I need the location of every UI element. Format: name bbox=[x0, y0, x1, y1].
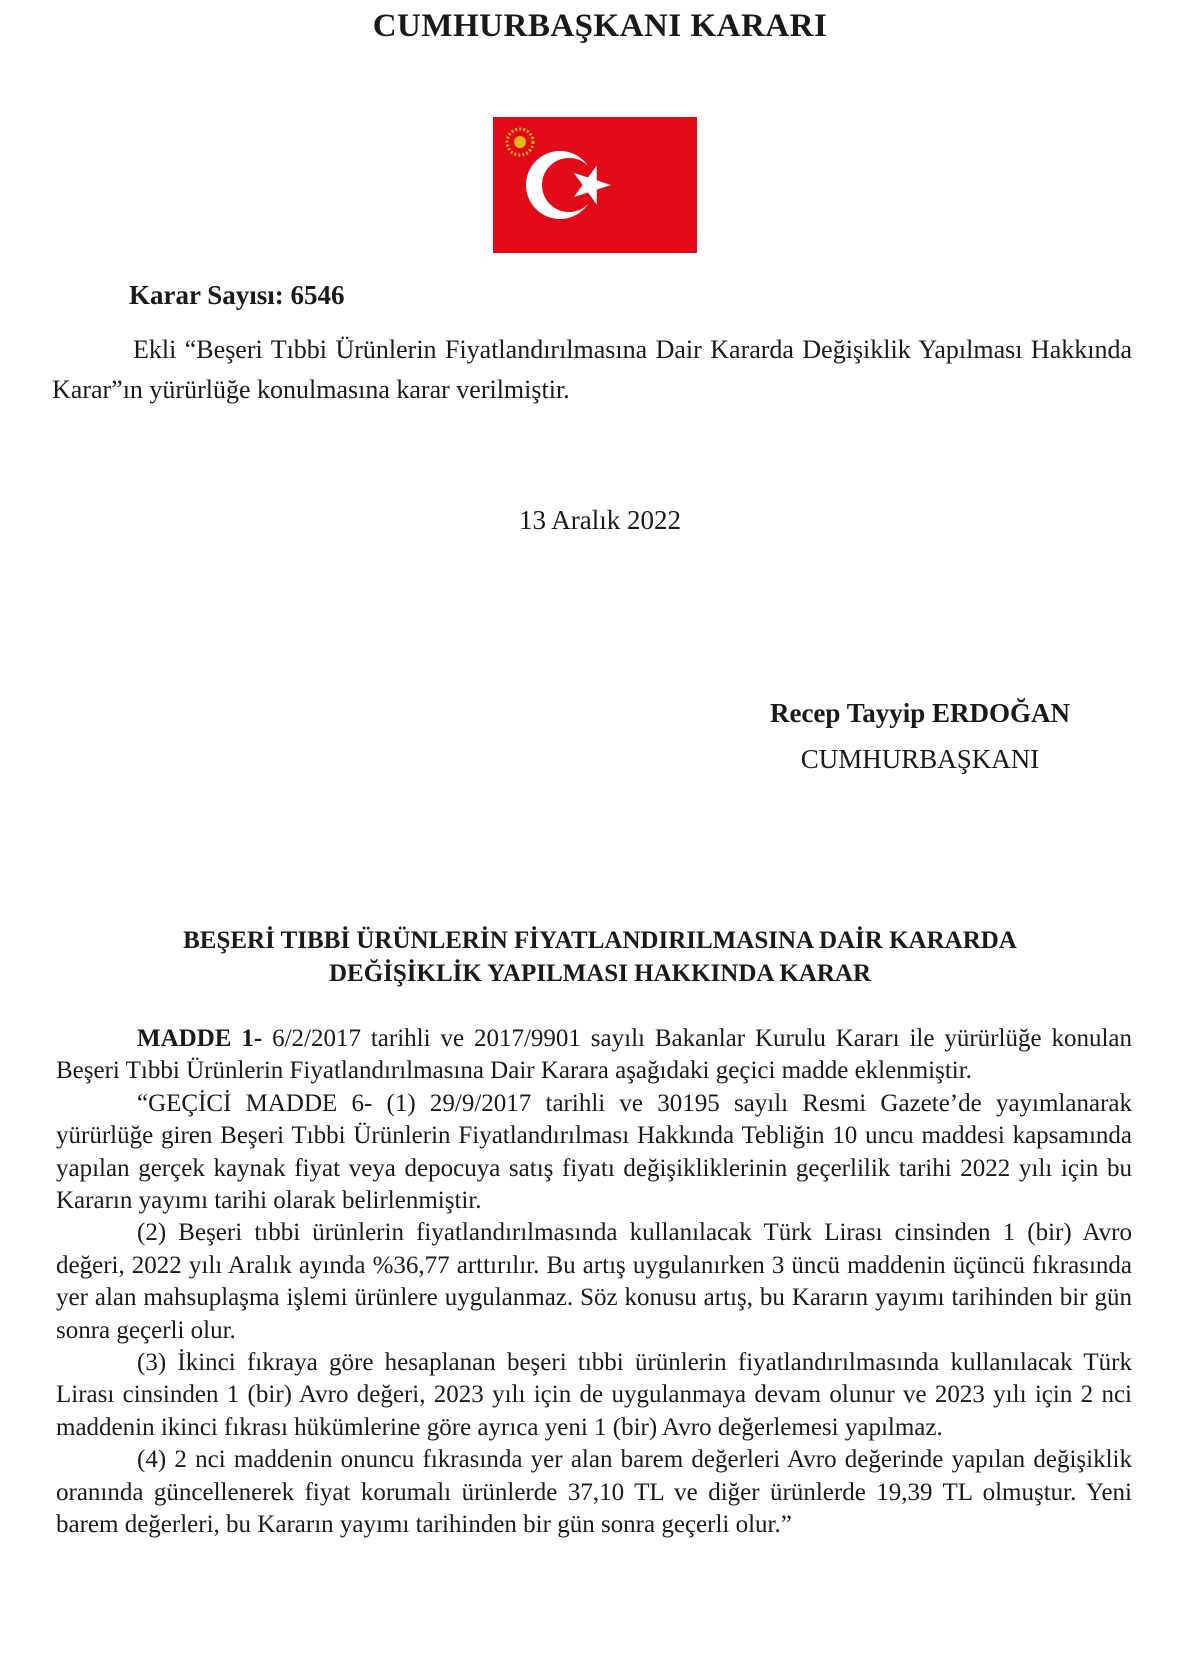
signatory-title: CUMHURBAŞKANI bbox=[800, 744, 1040, 774]
temporary-article-paragraph-2: (2) Beşeri tıbbi ürünlerin fiyatlandırılmasında kullanılacak Türk Lirası cinsinden 1 (bir) Avro değeri, 2022 yılı Aralık ayında %36,77 arttırılır. Bu artış uygulanırken 3 üncü maddenin üçüncü fıkrasında yer alan mahsuplaşma işlemi ürünlere uygulanmaz. Söz konusu artış, bu Kararın yayımı tarihinden bir gün sonra geçerli olur. bbox=[56, 1219, 1132, 1344]
annex-heading-line-2: DEĞİŞİKLİK YAPILMASI HAKKINDA KARAR bbox=[329, 960, 871, 987]
turkish-flag-icon bbox=[493, 117, 697, 253]
article-1-text: 6/2/2017 tarihli ve 2017/9901 sayılı Bakanlar Kurulu Kararı ile yürürlüğe konulan Beşeri Tıbbi Ürünlerin Fiyatlandırılmasına Dair Karara aşağıdaki geçici madde eklenmiştir. bbox=[56, 1025, 1132, 1085]
temporary-article-paragraph-3: (3) İkinci fıkraya göre hesaplanan beşeri tıbbi ürünlerin fiyatlandırılmasında kullanılacak Türk Lirası cinsinden 1 (bir) Avro değeri, 2023 yılı için de uygulanmaya devam olunur ve 2023 yılı için 2 nci maddenin ikinci fıkrası hükümlerine göre ayrıca yeni 1 (bir) Avro değerlemesi yapılmaz. bbox=[56, 1349, 1132, 1441]
signature-block bbox=[720, 693, 1120, 785]
document-title: CUMHURBAŞKANI KARARI bbox=[372, 8, 828, 44]
decision-number: Karar Sayısı: 6546 bbox=[129, 280, 345, 310]
annex-heading-line-1: BEŞERİ TIBBİ ÜRÜNLERİN FİYATLANDIRILMASINA DAİR KARARDA bbox=[183, 927, 1017, 954]
temporary-article-paragraph-4: (4) 2 nci maddenin onuncu fıkrasında yer alan barem değerleri Avro değerinde yapılan değişiklik oranında güncellenerek fiyat korumalı ürünlerde 37,10 TL ve diğer ürünlerde 19,39 TL olmuştur. Yeni barem değerleri, bu Kararın yayımı tarihinden bir gün sonra geçerli olur.” bbox=[56, 1446, 1132, 1539]
annex-body bbox=[56, 1023, 1132, 1542]
decision-date: 13 Aralık 2022 bbox=[519, 505, 681, 535]
article-1 bbox=[56, 1023, 1132, 1088]
decision-intro-text: Ekli “Beşeri Tıbbi Ürünlerin Fiyatlandırılmasına Dair Kararda Değişiklik Yapılması Hakkında Karar”ın yürürlüğe konulmasına karar verilmiştir. bbox=[52, 335, 1132, 404]
article-1-label: MADDE 1- bbox=[137, 1025, 263, 1052]
annex-heading bbox=[0, 924, 1200, 990]
temporary-article-paragraph-1: “GEÇİCİ MADDE 6- (1) 29/9/2017 tarihli ve 30195 sayılı Resmi Gazete’de yayımlanarak yürürlüğe giren Beşeri Tıbbi Ürünlerin Fiyatlandırılması Hakkında Tebliğin 10 uncu maddesi kapsamında yapılan gerçek kaynak fiyat veya depocuya satış fiyatı değişikliklerinin geçerlilik tarihi 2022 yılı için bu Kararın yayımı tarihi olarak belirlenmiştir. bbox=[56, 1089, 1132, 1215]
signatory-name: Recep Tayyip ERDOĞAN bbox=[769, 698, 1071, 728]
